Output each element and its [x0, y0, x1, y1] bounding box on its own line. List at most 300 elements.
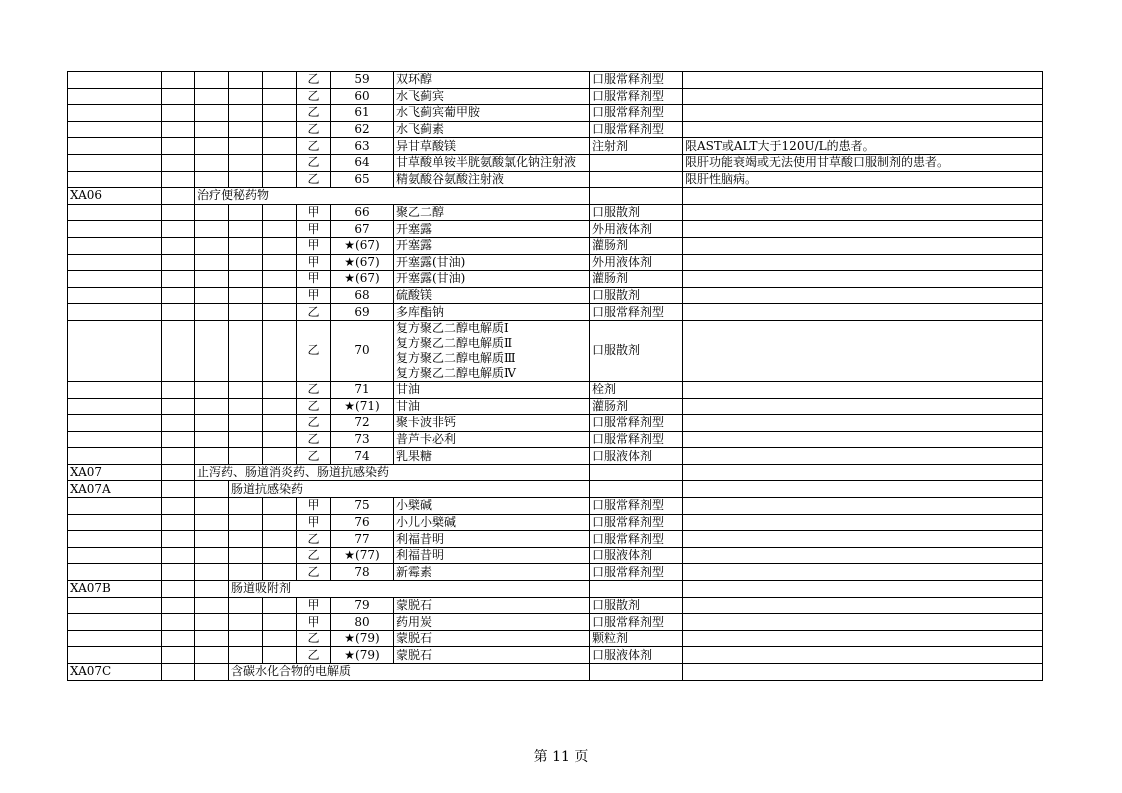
empty-cell — [263, 237, 297, 254]
drug-number: 72 — [331, 415, 394, 432]
category-code — [68, 171, 162, 188]
subcategory-name: 肠道抗感染药 — [229, 481, 590, 498]
empty-cell — [162, 381, 195, 398]
subcategory-name: 含碳水化合物的电解质 — [229, 664, 590, 681]
empty-cell — [229, 138, 263, 155]
empty-cell — [195, 72, 229, 89]
table-row — [68, 630, 1043, 647]
dosage-form: 口服散剂 — [590, 287, 683, 304]
drug-level: 乙 — [297, 88, 331, 105]
remark — [683, 287, 1043, 304]
empty-cell — [229, 415, 263, 432]
category-code: XA07A — [68, 481, 162, 498]
drug-number: 64 — [331, 154, 394, 171]
table-row — [68, 531, 1043, 548]
empty-cell — [162, 630, 195, 647]
empty-cell — [162, 304, 195, 321]
table-row — [68, 287, 1043, 304]
drug-name: 甘草酸单铵半胱氨酸氯化钠注射液 — [394, 154, 590, 171]
drug-catalog-table — [67, 71, 1043, 681]
drug-level: 甲 — [297, 271, 331, 288]
drug-number: ★(79) — [331, 630, 394, 647]
drug-number: 80 — [331, 614, 394, 631]
drug-number: 75 — [331, 498, 394, 515]
empty-cell — [195, 138, 229, 155]
drug-level: 甲 — [297, 514, 331, 531]
table-row — [68, 188, 1043, 205]
empty-cell — [162, 664, 195, 681]
empty-cell — [162, 614, 195, 631]
remark — [683, 121, 1043, 138]
empty-cell — [229, 597, 263, 614]
drug-name: 开塞露 — [394, 237, 590, 254]
drug-level: 乙 — [297, 448, 331, 465]
dosage-form: 外用液体剂 — [590, 221, 683, 238]
category-code — [68, 320, 162, 381]
table-row — [68, 597, 1043, 614]
empty-cell — [683, 581, 1043, 598]
drug-name: 蒙脱石 — [394, 647, 590, 664]
empty-cell — [229, 647, 263, 664]
empty-cell — [195, 398, 229, 415]
empty-cell — [263, 221, 297, 238]
remark — [683, 431, 1043, 448]
empty-cell — [229, 88, 263, 105]
empty-cell — [263, 154, 297, 171]
remark — [683, 105, 1043, 122]
table-row — [68, 448, 1043, 465]
empty-cell — [263, 320, 297, 381]
empty-cell — [162, 88, 195, 105]
drug-level: 乙 — [297, 320, 331, 381]
empty-cell — [229, 564, 263, 581]
category-code — [68, 72, 162, 89]
category-code — [68, 597, 162, 614]
remark — [683, 498, 1043, 515]
empty-cell — [162, 221, 195, 238]
drug-level: 乙 — [297, 564, 331, 581]
drug-name: 蒙脱石 — [394, 597, 590, 614]
empty-cell — [683, 188, 1043, 205]
empty-cell — [195, 204, 229, 221]
empty-cell — [590, 464, 683, 481]
empty-cell — [229, 448, 263, 465]
drug-number: 74 — [331, 448, 394, 465]
category-code — [68, 647, 162, 664]
category-code — [68, 221, 162, 238]
category-code — [68, 630, 162, 647]
empty-cell — [195, 481, 229, 498]
empty-cell — [229, 547, 263, 564]
drug-level: 甲 — [297, 597, 331, 614]
empty-cell — [162, 154, 195, 171]
table-row — [68, 514, 1043, 531]
remark — [683, 514, 1043, 531]
remark: 限肝功能衰竭或无法使用甘草酸口服制剂的患者。 — [683, 154, 1043, 171]
category-code — [68, 514, 162, 531]
drug-name: 聚卡波非钙 — [394, 415, 590, 432]
table-row — [68, 415, 1043, 432]
dosage-form: 口服常释剂型 — [590, 564, 683, 581]
category-code — [68, 88, 162, 105]
drug-level: 乙 — [297, 154, 331, 171]
empty-cell — [195, 287, 229, 304]
drug-name: 硫酸镁 — [394, 287, 590, 304]
empty-cell — [162, 431, 195, 448]
category-code: XA07C — [68, 664, 162, 681]
empty-cell — [162, 581, 195, 598]
drug-level: 甲 — [297, 287, 331, 304]
empty-cell — [195, 254, 229, 271]
remark — [683, 320, 1043, 381]
category-code — [68, 254, 162, 271]
remark — [683, 630, 1043, 647]
empty-cell — [229, 381, 263, 398]
empty-cell — [229, 630, 263, 647]
drug-name-line: 复方聚乙二醇电解质Ⅳ — [396, 365, 516, 380]
dosage-form: 口服常释剂型 — [590, 531, 683, 548]
empty-cell — [195, 514, 229, 531]
remark — [683, 547, 1043, 564]
empty-cell — [263, 614, 297, 631]
empty-cell — [195, 237, 229, 254]
drug-number: ★(79) — [331, 647, 394, 664]
empty-cell — [162, 514, 195, 531]
category-code — [68, 531, 162, 548]
empty-cell — [683, 481, 1043, 498]
dosage-form: 口服液体剂 — [590, 547, 683, 564]
dosage-form: 口服常释剂型 — [590, 304, 683, 321]
category-code — [68, 304, 162, 321]
empty-cell — [263, 204, 297, 221]
dosage-form: 口服常释剂型 — [590, 72, 683, 89]
table-row — [68, 88, 1043, 105]
empty-cell — [195, 171, 229, 188]
drug-level: 乙 — [297, 121, 331, 138]
dosage-form: 口服常释剂型 — [590, 121, 683, 138]
category-name: 治疗便秘药物 — [195, 188, 590, 205]
empty-cell — [263, 121, 297, 138]
empty-cell — [195, 431, 229, 448]
category-code — [68, 287, 162, 304]
drug-name: 异甘草酸镁 — [394, 138, 590, 155]
empty-cell — [195, 547, 229, 564]
remark — [683, 448, 1043, 465]
empty-cell — [229, 121, 263, 138]
category-code: XA06 — [68, 188, 162, 205]
drug-level: 甲 — [297, 254, 331, 271]
empty-cell — [263, 171, 297, 188]
empty-cell — [162, 481, 195, 498]
empty-cell — [683, 464, 1043, 481]
drug-number: ★(77) — [331, 547, 394, 564]
drug-name: 水飞蓟素 — [394, 121, 590, 138]
remark — [683, 564, 1043, 581]
drug-level: 乙 — [297, 381, 331, 398]
empty-cell — [162, 498, 195, 515]
dosage-form: 口服散剂 — [590, 320, 683, 381]
empty-cell — [229, 398, 263, 415]
empty-cell — [229, 287, 263, 304]
table-row — [68, 105, 1043, 122]
empty-cell — [229, 498, 263, 515]
dosage-form: 外用液体剂 — [590, 254, 683, 271]
drug-number: 60 — [331, 88, 394, 105]
drug-level: 乙 — [297, 630, 331, 647]
drug-name: 小檗碱 — [394, 498, 590, 515]
drug-number: 62 — [331, 121, 394, 138]
empty-cell — [263, 381, 297, 398]
drug-level: 乙 — [297, 304, 331, 321]
empty-cell — [263, 597, 297, 614]
table-row — [68, 398, 1043, 415]
drug-name: 甘油 — [394, 398, 590, 415]
drug-name: 水飞蓟宾葡甲胺 — [394, 105, 590, 122]
empty-cell — [195, 597, 229, 614]
empty-cell — [195, 647, 229, 664]
empty-cell — [229, 514, 263, 531]
empty-cell — [162, 531, 195, 548]
empty-cell — [195, 121, 229, 138]
empty-cell — [162, 564, 195, 581]
empty-cell — [229, 72, 263, 89]
empty-cell — [263, 105, 297, 122]
empty-cell — [229, 271, 263, 288]
drug-level: 乙 — [297, 647, 331, 664]
dosage-form: 灌肠剂 — [590, 271, 683, 288]
empty-cell — [263, 448, 297, 465]
dosage-form: 口服常释剂型 — [590, 105, 683, 122]
drug-number: 65 — [331, 171, 394, 188]
drug-number: 68 — [331, 287, 394, 304]
empty-cell — [263, 415, 297, 432]
category-code — [68, 564, 162, 581]
dosage-form: 灌肠剂 — [590, 398, 683, 415]
drug-level: 乙 — [297, 105, 331, 122]
dosage-form: 口服常释剂型 — [590, 514, 683, 531]
remark — [683, 254, 1043, 271]
empty-cell — [195, 581, 229, 598]
empty-cell — [162, 72, 195, 89]
remark — [683, 204, 1043, 221]
table-row — [68, 431, 1043, 448]
category-code — [68, 237, 162, 254]
empty-cell — [195, 271, 229, 288]
remark — [683, 72, 1043, 89]
dosage-form: 口服常释剂型 — [590, 431, 683, 448]
category-code — [68, 121, 162, 138]
drug-name: 新霉素 — [394, 564, 590, 581]
drug-name: 甘油 — [394, 381, 590, 398]
drug-name: 利福昔明 — [394, 547, 590, 564]
empty-cell — [263, 88, 297, 105]
empty-cell — [195, 381, 229, 398]
remark — [683, 531, 1043, 548]
drug-name-line: 复方聚乙二醇电解质Ⅰ — [396, 320, 509, 335]
drug-level: 乙 — [297, 72, 331, 89]
category-code — [68, 398, 162, 415]
empty-cell — [162, 415, 195, 432]
dosage-form: 栓剂 — [590, 381, 683, 398]
table-row — [68, 664, 1043, 681]
drug-name: 开塞露(甘油) — [394, 271, 590, 288]
drug-number: ★(71) — [331, 398, 394, 415]
remark — [683, 415, 1043, 432]
empty-cell — [590, 188, 683, 205]
empty-cell — [195, 221, 229, 238]
drug-level: 甲 — [297, 204, 331, 221]
table-row — [68, 304, 1043, 321]
remark — [683, 304, 1043, 321]
category-code — [68, 105, 162, 122]
drug-level: 甲 — [297, 498, 331, 515]
empty-cell — [162, 138, 195, 155]
drug-name: 多库酯钠 — [394, 304, 590, 321]
empty-cell — [162, 121, 195, 138]
drug-number: ★(67) — [331, 254, 394, 271]
empty-cell — [162, 320, 195, 381]
empty-cell — [263, 138, 297, 155]
dosage-form: 口服液体剂 — [590, 448, 683, 465]
drug-name: 小儿小檗碱 — [394, 514, 590, 531]
empty-cell — [263, 271, 297, 288]
drug-number: 70 — [331, 320, 394, 381]
remark — [683, 597, 1043, 614]
table-row — [68, 154, 1043, 171]
empty-cell — [162, 171, 195, 188]
dosage-form: 口服液体剂 — [590, 647, 683, 664]
empty-cell — [263, 304, 297, 321]
category-code — [68, 498, 162, 515]
drug-number: 78 — [331, 564, 394, 581]
table-row — [68, 481, 1043, 498]
empty-cell — [195, 498, 229, 515]
category-code — [68, 154, 162, 171]
remark — [683, 88, 1043, 105]
empty-cell — [195, 630, 229, 647]
drug-name: 普芦卡必利 — [394, 431, 590, 448]
empty-cell — [195, 88, 229, 105]
empty-cell — [162, 464, 195, 481]
dosage-form — [590, 154, 683, 171]
table-row — [68, 381, 1043, 398]
remark — [683, 381, 1043, 398]
table-row — [68, 138, 1043, 155]
drug-number: 79 — [331, 597, 394, 614]
drug-name: 利福昔明 — [394, 531, 590, 548]
drug-number: 63 — [331, 138, 394, 155]
category-name: 止泻药、肠道消炎药、肠道抗感染药 — [195, 464, 590, 481]
table-row — [68, 171, 1043, 188]
category-code: XA07B — [68, 581, 162, 598]
drug-number: 76 — [331, 514, 394, 531]
dosage-form: 口服常释剂型 — [590, 614, 683, 631]
drug-name: 水飞蓟宾 — [394, 88, 590, 105]
empty-cell — [683, 664, 1043, 681]
table-row — [68, 121, 1043, 138]
empty-cell — [229, 204, 263, 221]
drug-number: 69 — [331, 304, 394, 321]
dosage-form: 灌肠剂 — [590, 237, 683, 254]
table-row — [68, 221, 1043, 238]
drug-name: 药用炭 — [394, 614, 590, 631]
drug-level: 乙 — [297, 138, 331, 155]
dosage-form — [590, 171, 683, 188]
remark — [683, 271, 1043, 288]
empty-cell — [229, 320, 263, 381]
empty-cell — [162, 237, 195, 254]
category-code — [68, 547, 162, 564]
remark — [683, 398, 1043, 415]
empty-cell — [195, 564, 229, 581]
empty-cell — [590, 481, 683, 498]
dosage-form: 注射剂 — [590, 138, 683, 155]
drug-number: 61 — [331, 105, 394, 122]
dosage-form: 口服常释剂型 — [590, 415, 683, 432]
empty-cell — [195, 448, 229, 465]
empty-cell — [229, 614, 263, 631]
empty-cell — [263, 72, 297, 89]
page-number: 第 11 页 — [533, 749, 589, 765]
empty-cell — [162, 105, 195, 122]
empty-cell — [229, 221, 263, 238]
empty-cell — [162, 204, 195, 221]
dosage-form: 口服散剂 — [590, 204, 683, 221]
drug-name-line: 复方聚乙二醇电解质Ⅱ — [396, 335, 513, 350]
table-row — [68, 204, 1043, 221]
table-row — [68, 647, 1043, 664]
empty-cell — [263, 254, 297, 271]
remark: 限AST或ALT大于120U/L的患者。 — [683, 138, 1043, 155]
empty-cell — [263, 287, 297, 304]
drug-name — [394, 320, 590, 381]
empty-cell — [195, 105, 229, 122]
empty-cell — [162, 647, 195, 664]
drug-level: 甲 — [297, 614, 331, 631]
table-row — [68, 271, 1043, 288]
empty-cell — [195, 320, 229, 381]
empty-cell — [263, 531, 297, 548]
remark — [683, 647, 1043, 664]
table-row — [68, 614, 1043, 631]
drug-level: 乙 — [297, 415, 331, 432]
empty-cell — [162, 398, 195, 415]
subcategory-name: 肠道吸附剂 — [229, 581, 590, 598]
empty-cell — [229, 304, 263, 321]
category-code — [68, 448, 162, 465]
category-code — [68, 431, 162, 448]
empty-cell — [229, 531, 263, 548]
drug-level: 乙 — [297, 171, 331, 188]
empty-cell — [590, 581, 683, 598]
drug-level: 乙 — [297, 547, 331, 564]
drug-level: 乙 — [297, 531, 331, 548]
remark — [683, 221, 1043, 238]
dosage-form: 口服常释剂型 — [590, 498, 683, 515]
table-row — [68, 547, 1043, 564]
table-row — [68, 237, 1043, 254]
drug-name: 精氨酸谷氨酸注射液 — [394, 171, 590, 188]
remark: 限肝性脑病。 — [683, 171, 1043, 188]
dosage-form: 颗粒剂 — [590, 630, 683, 647]
drug-number: ★(67) — [331, 237, 394, 254]
empty-cell — [195, 415, 229, 432]
empty-cell — [162, 254, 195, 271]
empty-cell — [162, 271, 195, 288]
empty-cell — [162, 597, 195, 614]
drug-name: 双环醇 — [394, 72, 590, 89]
empty-cell — [263, 398, 297, 415]
